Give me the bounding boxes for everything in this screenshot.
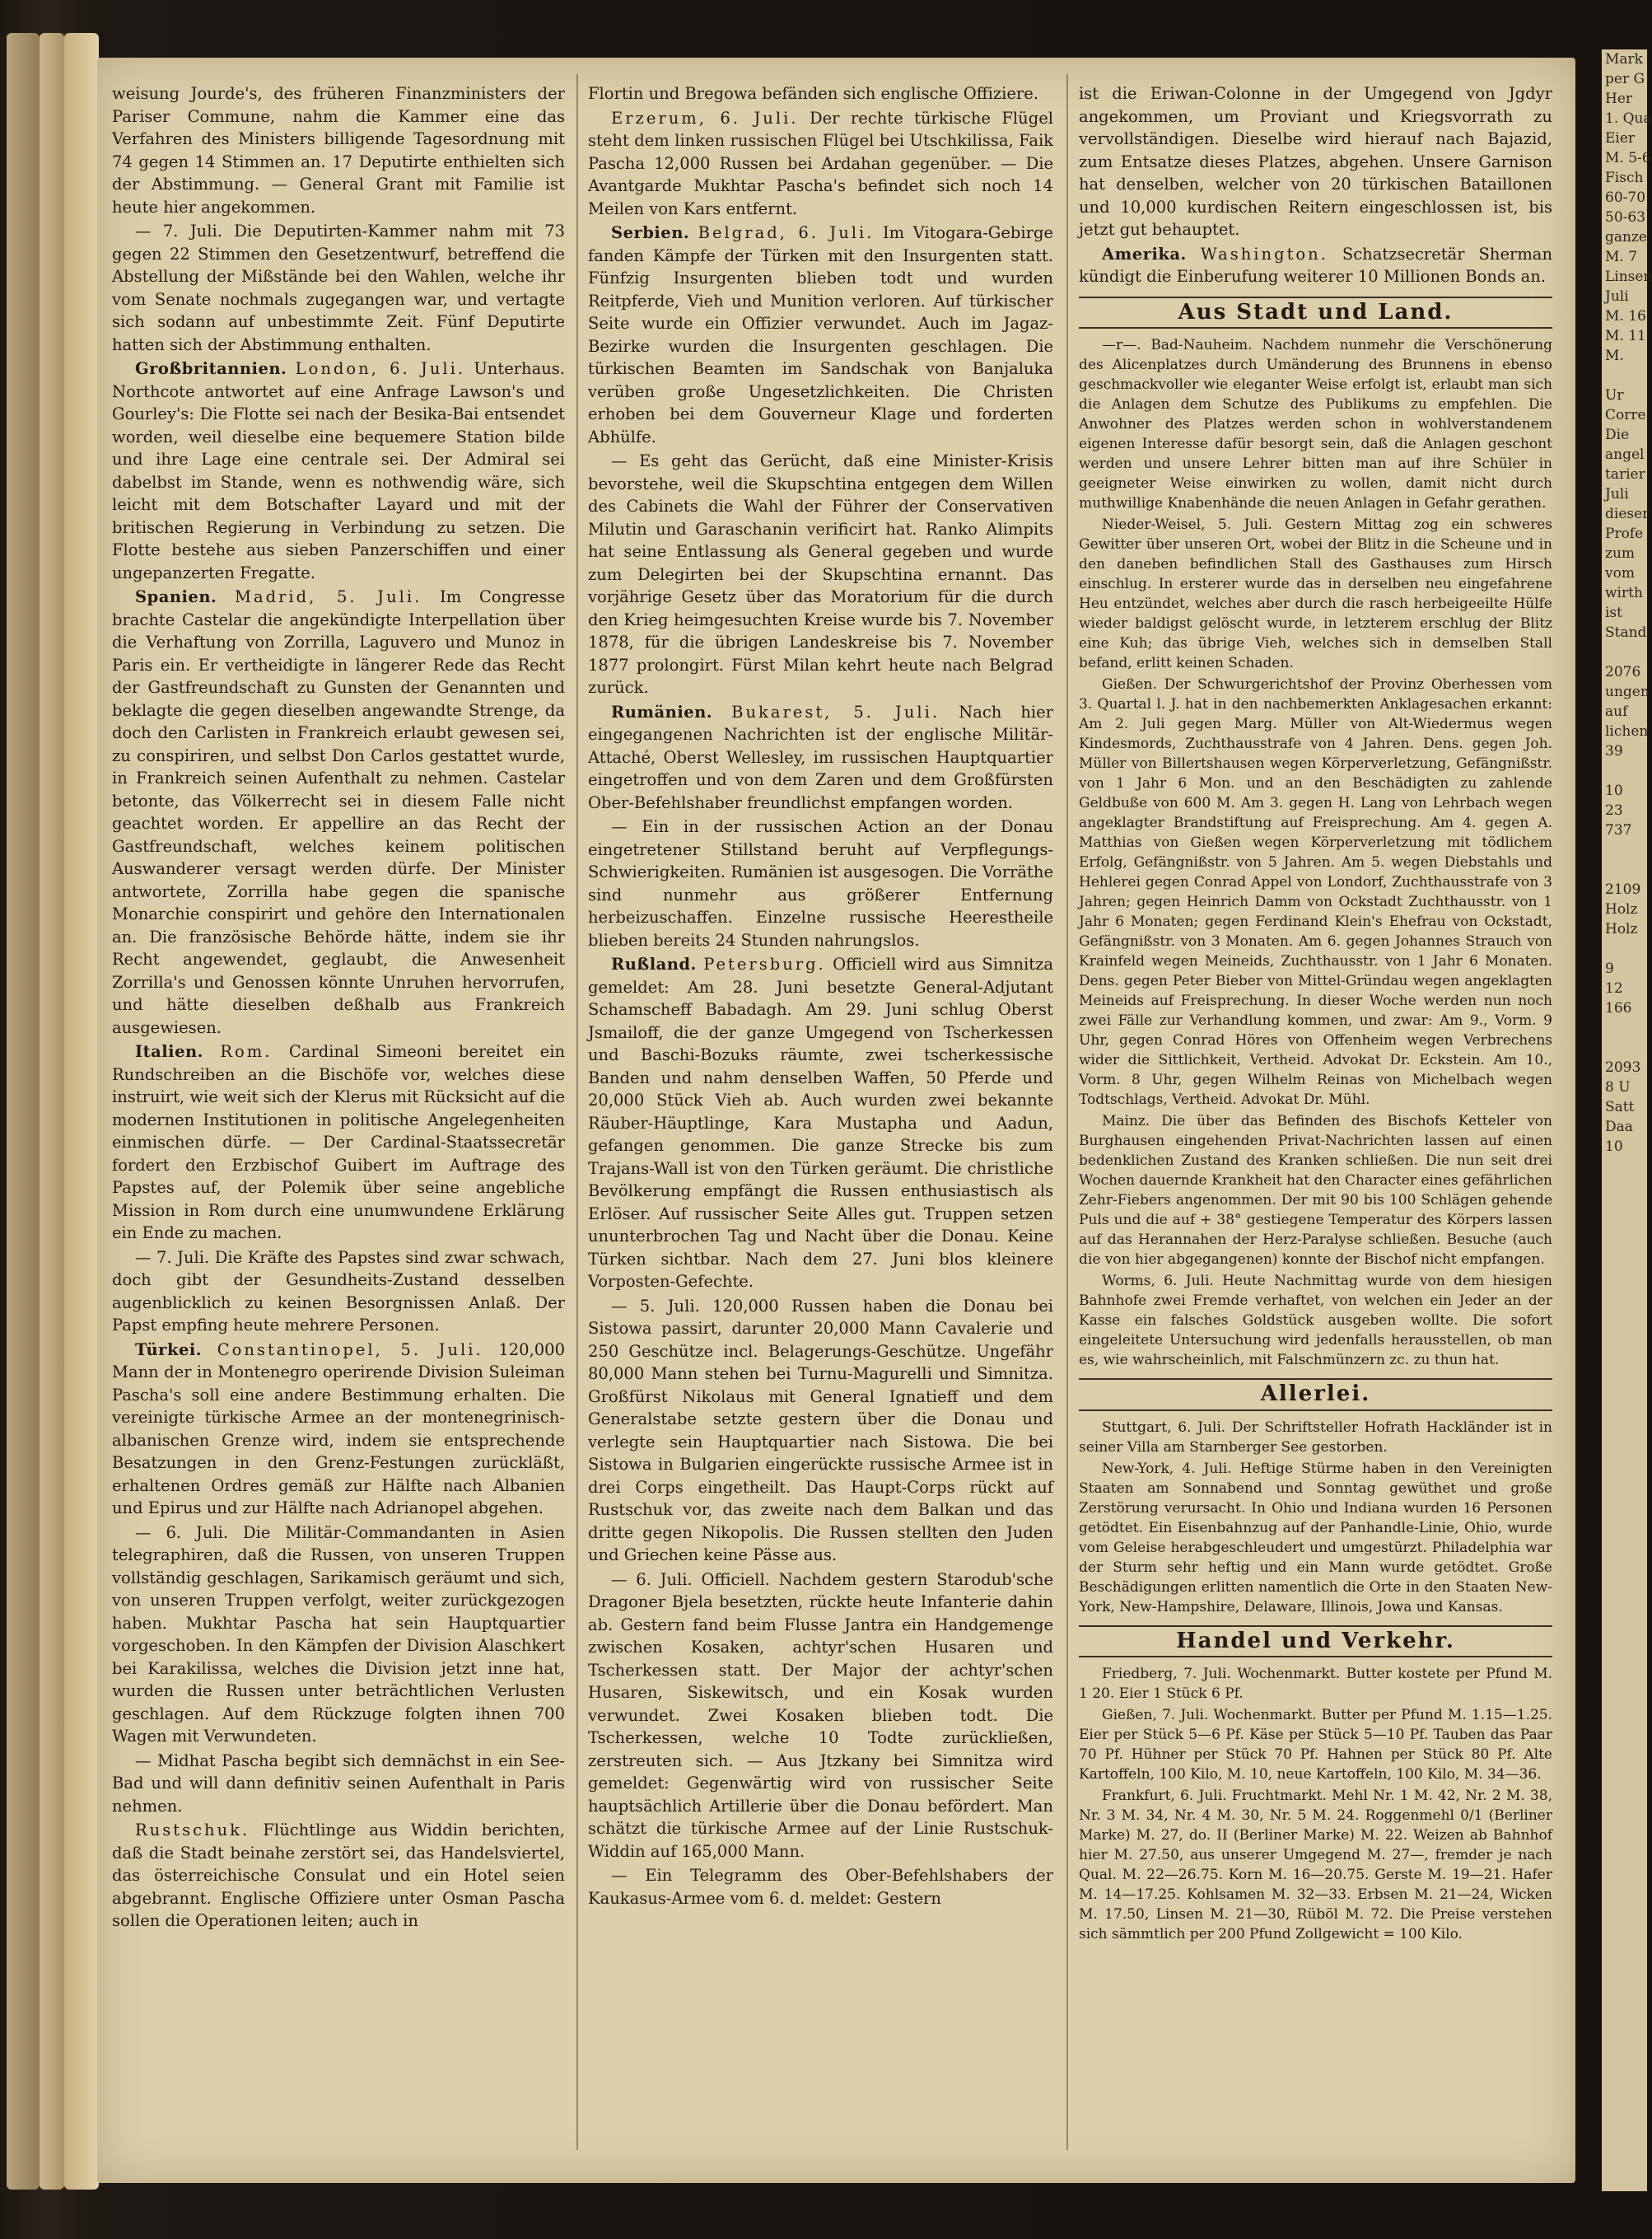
paragraph-text: Schatzsecretär Sherman kündigt die Einberufung weiterer 10 Millionen Bonds an. (1079, 244, 1552, 286)
section-handel-und-verkehr (1079, 1664, 1552, 1944)
dateline: Madrid, 5. Juli. (235, 587, 422, 606)
paragraph (1079, 1418, 1552, 1457)
section-title-allerlei: Allerlei. (1079, 1378, 1552, 1411)
fragment-line (1602, 643, 1647, 662)
paragraph-text: Mainz. Die über das Befinden des Bischofs Ketteler von Burghausen eingehenden Privat-Nachrichten lassen auf einen bedenklichen Zustand des Kranken schließen. Die nun seit drei Wochen dauernde Krankheit hat den Character eines gefährlichen Zehr-Fiebers angenommen. Der mit 90 bis 100 Schlägen gehende Puls und die auf + 38° gestiegene Temperatur des Körpers lassen auf das Herannahen der Herz-Paralyse schließen. Besuche (auch die von hier abgegangenen) konnte der Bischof nicht empfangen. (1079, 1113, 1552, 1268)
fragment-line: M. (1605, 348, 1624, 364)
paragraph (1079, 82, 1552, 241)
paragraph (1079, 1459, 1552, 1617)
fragment-line: M. 16 (1605, 308, 1646, 325)
fragment-line: 39 (1605, 743, 1623, 760)
paragraph-text: Friedberg, 7. Juli. Wochenmarkt. Butter kostete per Pfund M. 1 20. Eier 1 Stück 6 Pf. (1079, 1666, 1552, 1702)
dateline: Petersburg. (703, 955, 826, 974)
dateline: Bukarest, 5. Juli. (731, 702, 940, 722)
paragraph-text: — Es geht das Gerücht, daß eine Minister-Krisis bevorstehe, weil die Skupschtina entgegen dem Willen des Cabinets die Wahl der Führer der Conservativen Milutin und Garaschanin verificirt hat. Ranko Alimpits hat seine Entlassung als General gegeben und wurde zum Delegirten bei der Skupschtina ernannt. Das vorjährige Gesetz über das Moratorium für die durch den Krieg heimgesuchten Kreise wurde bis 7. November 1878, für die übrigen Landeskreise bis 7. November 1877 prolongirt. Fürst Milan kehrt heute nach Belgrad zurück. (588, 451, 1053, 697)
fragment-line: 12 (1605, 980, 1623, 997)
fragment-line: wirth (1605, 585, 1643, 601)
fragment-line (1602, 761, 1647, 781)
fragment-line: 60-70 (1605, 189, 1646, 206)
paragraph (588, 1568, 1053, 1863)
fragment-line: 8 U (1605, 1079, 1631, 1096)
paragraph-text: Gießen, 7. Juli. Wochenmarkt. Butter per Pfund M. 1.15—1.25. Eier per Stück 5—6 Pf. Käse per Stück 5—10 Pf. Tauben das Paar 70 Pf. Hühner per Stück 70 Pf. Hahnen per Stück 80 Pf. Alte Kartoffeln, 100 Kilo, M. 10, neue Kartoffeln, 100 Kilo, M. 34—36. (1079, 1707, 1552, 1783)
paragraph-text: Flortin und Bregowa befänden sich englische Offiziere. (588, 84, 1038, 103)
fragment-line: M. 7 (1605, 249, 1638, 265)
paragraph (1079, 1664, 1552, 1704)
paragraph (588, 107, 1053, 221)
section-heading: Serbien. (611, 223, 690, 242)
fragment-line: vom (1605, 565, 1635, 582)
fragment-line: zum (1605, 545, 1636, 562)
paragraph (588, 82, 1053, 105)
fragment-line: Eier (1605, 130, 1636, 147)
column-3-news (1079, 82, 1552, 288)
paragraph (1079, 1705, 1552, 1784)
book-page-edges (40, 33, 64, 2190)
paragraph (1079, 1271, 1552, 1370)
fragment-line (1602, 860, 1647, 880)
paragraph-text: Frankfurt, 6. Juli. Fruchtmarkt. Mehl Nr. 1 M. 42, Nr. 2 M. 38, Nr. 3 M. 34, Nr. 4 M. 30, Nr. 5 M. 24. Roggenmehl 0/1 (Berliner Marke) M. 27, do. II (Berliner Marke) M. 22. Weizen ab Bahnhof hier M. 27.50, aus unserer Umgegend M. 27—, fremder je nach Qual. M. 22—26.75. Korn M. 16—20.75. Gerste M. 19—21. Hafer M. 14—17.25. Kohlsamen M. 32—33. Erbsen M. 21—24, Wicken M. 17.50, Linsen M. 21—30, Rüböl M. 72. Die Preise verstehen sich sämmtlich per 200 Pfund Zollgewicht = 100 Kilo. (1079, 1788, 1552, 1942)
fragment-line: ist (1605, 605, 1622, 621)
section-heading: Amerika. (1102, 244, 1187, 264)
paragraph (588, 701, 1053, 815)
paragraph (112, 82, 565, 218)
column-3 (1079, 82, 1552, 2142)
section-heading: Türkei. (135, 1339, 203, 1359)
column-1 (112, 82, 565, 2142)
paragraph (1079, 515, 1552, 673)
paragraph-text: Im Vitogara-Gebirge fanden Kämpfe der Türken mit den Insurgenten statt. Fünfzig Insurgenten blieben todt und wurden Reitpferde, Vieh und Munition verloren. Auf türkischer Seite wurde ein Offizier verwundet. Auch im Jagaz-Bezirke wurden die Insurgenten geschlagen. Die türkischen Beamten im Sandschak von Banjaluka verüben große Ungesetzlichkeiten. Die Christen erhoben bei dem Gouverneur Klage und forderten Abhülfe. (588, 223, 1053, 446)
paragraph (1079, 675, 1552, 1110)
paragraph-text: Gießen. Der Schwurgerichtshof der Provinz Oberhessen vom 3. Quartal l. J. hat in den nachbemerkten Anklagesachen erkannt: Am 2. Juli gegen Marg. Müller von Alt-Wiedermus wegen Kindesmords, Zuchthausstrafe von 4 Jahren. Dens. gegen Joh. Müller von Billertshausen wegen Körperverletzung, Gefängnißstr. von 1 Jahr 6 Mon. und an den Beschädigten zu zahlende Geldbuße von 600 M. Am 3. gegen H. Lang von Lehrbach wegen angeklagter Brandstiftung auf Freisprechung. Am 4. gegen A. Matthias von Gießen wegen Körperverletzung mit tödlichem Erfolg, Gefängnißstr. von 5 Jahren. Am 5. wegen Diebstahls und Hehlerei gegen Conrad Appel von Londorf, Zuchthausstrafe von 3 Jahren; gegen Heinrich Damm von Ockstadt Zuchthausstr. von 1 Jahr 6 Monaten; gegen Ferdinand Klein's Ehefrau von Ockstadt, Gefängnißstr. von 3 Monaten. Am 6. gegen Johannes Strauch von Krainfeld wegen Meineids, Zuchthausstr. von 1 Jahr 6 Monaten. Dens. gegen Peter Bieber von Mittel-Gründau wegen angeklagten Meineids auf Freisprechung. In dieser Woche werden nun noch zwei Fälle zur Verhandlung kommen, und zwar: Am 9., Vorm. 9 Uhr, gegen Conrad Höres von Offenheim wegen Verbrechens wider die Sittlichkeit, Vertheid. Advokat Dr. Eckstein. Am 10., Vorm. 8 Uhr, gegen Wilhelm Reinas von Michelbach wegen Todtschlags, Vertheid. Advokat Dr. Mühl. (1079, 676, 1552, 1108)
paragraph (588, 816, 1053, 951)
paragraph-text: weisung Jourde's, des früheren Finanzministers der Pariser Commune, nahm die Kammer eine das Verfahren des Ministers billigende Tagesordnung mit 74 gegen 14 Stimmen an. 17 Deputirte enthielten sich der Abstimmung. — General Grant mit Familie ist heute hier angekommen. (112, 84, 565, 217)
dateline: Rustschuk. (135, 1821, 250, 1839)
paragraph (112, 1819, 565, 1933)
adjacent-page-fragment (1602, 49, 1652, 2191)
fragment-line (1602, 366, 1647, 386)
paragraph (112, 1246, 565, 1337)
fragment-line: Satt (1605, 1099, 1635, 1115)
fragment-line: Stand (1605, 624, 1647, 641)
column-2 (588, 82, 1053, 2142)
fragment-line: angel (1605, 446, 1645, 463)
dateline: Washington. (1200, 244, 1328, 264)
paragraph-text: Worms, 6. Juli. Heute Nachmittag wurde von dem hiesigen Bahnhofe zwei Fremde verhaftet, von welchen ein Jeder an der Kasse ein falsches Goldstück ausgeben wollte. Die sofort eingeleitete Untersuchung wird jedenfalls herausstellen, ob man es, wie wahrscheinlich, mit Falschmünzern zc. zu thun hat. (1079, 1273, 1552, 1368)
paragraph-text: — Ein in der russischen Action an der Donau eingetretener Stillstand beruht auf Verpflegungs-Schwierigkeiten. Rumänien ist ausgesogen. Die Vorräthe sind nunmehr aus größerer Entfernung herbeizuschaffen. Einzelne russische Heerestheile blieben bereits 24 Stunden nahrungslos. (588, 817, 1053, 950)
paragraph-text: Der rechte türkische Flügel steht dem linken russischen Flügel bei Utschkilissa, Faik Pascha 12,000 Russen bei Ardahan gegenüber. — Die Avantgarde Mukhtar Pascha's befindet sich noch 14 Meilen von Kars entfernt. (588, 108, 1053, 218)
fragment-line: Mark (1605, 51, 1643, 68)
paragraph-text: —r—. Bad-Nauheim. Nachdem nunmehr die Verschönerung des Alicenplatzes durch Umänderung des Brunnens in ebenso geschmackvoller wie eleganter Weise erfolgt ist, erlaubt man sich die Anlagen dem Schutze des Publikums zu empfehlen. Die Anwohner des Platzes werden schon in wohlverstandenem eigenen Interesse dafür besorgt sein, daß die Anlagen geschont werden und unsere Lehrer bitten man auf ihre Schüler in geeigneter Weise einwirken zu wollen, damit nicht durch muthwillige Knabenhände die neuen Anlagen in Gefahr gerathen. (1079, 337, 1552, 512)
fragment-line: dieser (1605, 506, 1650, 522)
paragraph (588, 1864, 1053, 1909)
section-heading: Großbritannien. (135, 359, 287, 378)
paragraph-text: Unterhaus. Northcote antwortet auf eine Anfrage Lawson's und Gourley's: Die Flotte sei nach der Besika-Bai entsendet worden, weil dieselbe eine bequemere Station bilde und ihre Lage eine centrale sei. Der Admiral sei dabelbst im Stande, wenn es nothwendig wäre, sich leicht mit dem Botschafter Layard und mit der britischen Regierung in Verbindung zu setzen. Die Flotte bestehe aus sieben Panzerschiffen und einer ungepanzerten Fregatte. (112, 359, 565, 582)
paragraph (588, 222, 1053, 448)
fragment-line: 1. Qua (1605, 110, 1652, 127)
fragment-line: Juli (1605, 288, 1629, 305)
dateline: Constantinopel, 5. Juli. (217, 1339, 483, 1359)
paragraph-text: Stuttgart, 6. Juli. Der Schriftsteller Hofrath Hackländer ist in seiner Villa am Starnberger See gestorben. (1079, 1419, 1552, 1456)
paragraph (112, 1339, 565, 1520)
fragment-line: ungen (1605, 684, 1650, 700)
fragment-line: ganze (1605, 229, 1647, 245)
paragraph-text: Nieder-Weisel, 5. Juli. Gestern Mittag zog ein schweres Gewitter über unseren Ort, wobei der Blitz in die Scheune und in den daneben befindlichen Stall des Gasthauses zum Hirsch einschlug. In ersterer wurde das in derselben neu eingefahrene Heu entzündet, welches aber durch die rasch herbeigeeilte Hülfe wieder baldigst gelöscht wurde, in letzterem erschlug der Blitz eine Kuh; das übrige Vieh, welches sich in demselben Stall befand, erlitt keinen Schaden. (1079, 517, 1552, 671)
column-rule (576, 74, 578, 2150)
paragraph-text: — 6. Juli. Officiell. Nachdem gestern Starodub'sche Dragoner Bjela besetzten, rückte heute Infanterie dahin ab. Gestern fand beim Flusse Jantra ein Handgemenge zwischen Kosaken, achtyr'schen Husaren und Tscherkessen statt. Der Major der achtyr'schen Husaren, Siskewitsch, und ein Kosak wurden verwundet. Zwei Kosaken blieben todt. Die Tscherkessen, welche 10 Todte zurückließen, zerstreuten sich. — Aus Jtzkany bei Simnitza wird gemeldet: Gegenwärtig wird von russischer Seite hauptsächlich Artillerie über die Donau befördert. Man schätzt die türkische Armee auf der Linie Rustschuk-Widdin auf 165,000 Mann. (588, 1569, 1053, 1861)
dateline: Erzerum, 6. Juli. (611, 108, 799, 128)
book-page-edges-inner (64, 33, 99, 2190)
paragraph-text: Im Congresse brachte Castelar die angekündigte Interpellation über die Verhaftung von Zorrilla, Laguvero und Munoz in Paris ein. Er vertheidigte in längerer Rede das Recht der Gastfreundschaft zu Gunsten der Genannten und beklagte die gegen dieselben angewandte Strenge, da doch den Carlisten in Frankreich erlaubt gewesen sei, zu conspiriren, und selbst Don Carlos gestattet wurde, in Frankreich seinen Aufenthalt zu nehmen. Castelar betonte, das Völkerrecht sei in diesem Falle nicht geachtet worden. Er appellire an das Recht der Gastfreundschaft, welches keinem politischen Auswanderer versagt werden dürfe. Der Minister antwortete, Zorrilla habe gegen die spanische Monarchie conspirirt und gehöre den Internationalen an. Die französische Behörde hätte, indem sie ihr Recht angewendet, geglaubt, die Anwesenheit Zorrilla's und Genossen könnte Unruhen hervorrufen, und hätte dieselben deßhalb aus Frankreich ausgewiesen. (112, 587, 566, 1037)
paragraph-text: — Midhat Pascha begibt sich demnächst in ein See-Bad und will dann definitiv seinen Aufenthalt in Paris nehmen. (112, 1751, 565, 1816)
fragment-line: auf (1605, 703, 1628, 720)
fragment-line (1602, 840, 1647, 860)
paragraph-text: — 5. Juli. 120,000 Russen haben die Donau bei Sistowa passirt, darunter 20,000 Mann Cavalerie und 250 Geschütze incl. Belagerungs-Geschütze. Ungefähr 80,000 Mann stehen bei Turnu-Magurelli und Simnitza. Großfürst Nikolaus mit General Ignatieff und dem Generalstabe setzte gestern über die Donau und verlegte sein Hauptquartier nach Sistowa. Die bei Sistowa in Bulgarien eingerückte russische Armee ist in drei Corps eingetheilt. Das Haupt-Corps rückt auf Rustschuk vor, das zweite nach dem Balkan und das dritte gegen Nikopolis. Die Russen stellten den Juden und Griechen keine Pässe aus. (588, 1296, 1053, 1564)
paragraph-text: — 6. Juli. Die Militär-Commandanten in Asien telegraphiren, daß die Russen, von unseren Truppen vollständig geschlagen, Sarikamisch geräumt und sich, von unseren Truppen verfolgt, weiter zurückgezogen haben. Mukhtar Pascha hat sein Hauptquartier vorgeschoben. In den Kämpfen der Division Alaschkert bei Karakilissa, welches die Division jetzt inne hat, wurden die Russen unter beträchtlichen Verlusten geschlagen. Auf dem Rückzuge folgten ihnen 700 Wagen mit Verwundeten. (112, 1522, 565, 1746)
fragment-line: 166 (1605, 1000, 1632, 1017)
fragment-line (1602, 1038, 1647, 1058)
fragment-line: 23 (1605, 802, 1623, 819)
fragment-line: Holz (1605, 901, 1638, 918)
fragment-line: M. 11 (1605, 328, 1646, 344)
fragment-line: Daa (1605, 1119, 1633, 1135)
dateline: London, 6. Juli. (295, 359, 466, 378)
paragraph-text: 120,000 Mann der in Montenegro operirende Division Suleiman Pascha's soll eine andere Bestimmung erhalten. Die vereinigte türkische Armee an der montenegrinisch-albanischen Grenze wird, indem sie entsprechende Besatzungen in den Grenz-Festungen zurückläßt, erhaltenen Ordres gemäß zur Hälfte nach Albanien und Epirus und zur Hälfte nach Adrianopel abgehen. (112, 1339, 565, 1517)
fragment-line: 737 (1605, 822, 1632, 839)
column-rule (1066, 74, 1068, 2150)
paragraph-text: ist die Eriwan-Colonne in der Umgegend von Jgdyr angekommen, um Proviant und Kriegsvorrath zu vervollständigen. Dieselbe wird hierauf nach Bajazid, zum Entsatze dieses Platzes, abgehen. Unsere Garnison hat denselben, welcher von 20 türkischen Bataillonen und 10,000 kurdischen Reitern eingeschlossen ist, bis jetzt gut behauptet. (1079, 84, 1552, 239)
paragraph-text: Cardinal Simeoni bereitet ein Rundschreiben an die Bischöfe vor, welches diese instruirt, wie weit sich der Klerus mit Rücksicht auf die modernen Institutionen in politische Angelegenheiten einmischen dürfe. — Der Cardinal-Staatssecretär fordert den Erzbischof Guibert im Auftrage des Papstes auf, der Polemik über seine angebliche Mission in Rom durch eine unumwundene Erklärung ein Ende zu machen. (112, 1042, 566, 1242)
paragraph-text: Nach hier eingegangenen Nachrichten ist der englische Militär-Attaché, Oberst Wellesley, im russischen Hauptquartier eingetroffen und von dem Zaren und dem Großfürsten Ober-Befehlshaber freundlichst empfangen worden. (588, 702, 1053, 812)
newspaper-page (97, 58, 1575, 2183)
paragraph (1079, 243, 1552, 288)
fragment-line: Linsen (1605, 269, 1652, 285)
paragraph (588, 1295, 1053, 1567)
paragraph (112, 1750, 565, 1818)
fragment-line: Die (1605, 427, 1630, 443)
fragment-line: 50-63 (1605, 209, 1646, 226)
dateline: Rom. (220, 1042, 273, 1061)
section-heading: Spanien. (135, 587, 217, 606)
paragraph-text: New-York, 4. Juli. Heftige Stürme haben in den Vereinigten Staaten am Sonnabend und Sonntag gewüthet und große Zerstörung verursacht. In Ohio und Indiana wurden 16 Personen getödtet. Ein Eisenbahnzug auf der Panhandle-Linie, Ohio, wurde vom Geleise herabgeschleudert und umgestürzt. Philadelphia war der Sturm sehr heftig und ein Mann wurde getödtet. Große Beschädigungen erlitten namentlich die Orte in den Staaten New-York, New-Hampshire, Delaware, Illinois, Jowa und Kansas. (1079, 1460, 1552, 1615)
section-title-handel-und-verkehr: Handel und Verkehr. (1079, 1625, 1552, 1658)
fragment-line: tarier (1605, 466, 1645, 483)
dateline: Belgrad, 6. Juli. (698, 223, 875, 242)
fragment-line: 2076 (1605, 664, 1641, 680)
paragraph (112, 220, 565, 356)
paragraph (112, 586, 565, 1039)
paragraph (588, 953, 1053, 1293)
section-allerlei (1079, 1418, 1552, 1617)
section-heading: Rußland. (611, 955, 697, 974)
paragraph (112, 1521, 565, 1748)
fragment-line: Corre (1605, 407, 1646, 423)
fragment-line: lichen (1605, 723, 1649, 740)
fragment-line: 9 (1605, 961, 1614, 977)
paragraph-text: — Ein Telegramm des Ober-Befehlshabers der Kaukasus-Armee vom 6. d. meldet: Gestern (588, 1866, 1053, 1908)
fragment-line: Her (1605, 91, 1633, 107)
paragraph-text: — 7. Juli. Die Kräfte des Papstes sind zwar schwach, doch gibt der Gesundheits-Zustand desselben augenblicklich zu keinen Besorgnissen Anlaß. Der Papst empfing heute mehrere Personen. (112, 1247, 565, 1335)
paragraph (1079, 1786, 1552, 1944)
section-stadt-und-land (1079, 335, 1552, 1370)
fragment-line (1602, 939, 1647, 959)
paragraph-text: Flüchtlinge aus Widdin berichten, daß die Stadt beinahe zerstört sei, das Handelsviertel, das österreichische Consulat und ein Hotel seien abgebrannt. Englische Offiziere unter Osman Pascha sollen die Operationen leiten; auch in (112, 1821, 565, 1930)
fragment-line (1602, 1018, 1647, 1038)
fragment-line: Ur (1605, 387, 1624, 404)
fragment-line: per G (1605, 71, 1645, 87)
section-heading: Rumänien. (611, 702, 713, 722)
fragment-line: 2109 (1605, 881, 1641, 898)
paragraph-text: Officiell wird aus Simnitza gemeldet: Am 28. Juni besetzte General-Adjutant Schamscheff Babadagh. Am 29. Juni schlug Oberst Jsmailoff, die der ganze Umgegend von Tscherkessen und Baschi-Bozuks räumte, zwei tscherkessische Banden und nahm denselben Waffen, 50 Pferde und 20,000 Stück Vieh ab. Auch wurden zwei bekannte Räuber-Häuptlinge, Kara Mustapha und Aadun, gefangen genommen. Die ganze Strecke bis zum Trajans-Wall ist von den Türken geräumt. Die christliche Bevölkerung empfängt die Russen enthusiastisch als Erlöser. Auf russischer Seite Alles gut. Truppen setzen ununterbrochen Tag und Nacht über die Donau. Keine Türken sichtbar. Nach dem 27. Juni blos kleinere Vorposten-Gefechte. (588, 955, 1054, 1291)
book-binding-edge (7, 33, 40, 2190)
paragraph (112, 1040, 565, 1245)
paragraph (588, 450, 1053, 699)
fragment-line: 10 (1605, 1138, 1623, 1155)
paragraph-text: — 7. Juli. Die Deputirten-Kammer nahm mit 73 gegen 22 Stimmen den Gesetzentwurf, betreffend die Abstellung der Mißstände bei den Wahlen, welche ihr vom Senate nochmals zugegangen war, und vertagte sich sodann auf unbestimmte Zeit. Fünf Deputirte hatten sich der Abstimmung enthalten. (112, 222, 565, 354)
fragment-line: Juli (1605, 486, 1629, 502)
paragraph (1079, 335, 1552, 513)
section-title-stadt-und-land: Aus Stadt und Land. (1079, 297, 1552, 330)
fragment-line: 10 (1605, 783, 1623, 799)
fragment-line: Profe (1605, 526, 1644, 542)
paragraph (112, 358, 565, 584)
fragment-line: Fisch (1605, 170, 1644, 186)
fragment-line: M. 5-6 (1605, 150, 1651, 166)
fragment-line: 2093 (1605, 1059, 1641, 1076)
section-heading: Italien. (135, 1042, 203, 1061)
fragment-line: Holz (1605, 921, 1638, 937)
paragraph (1079, 1111, 1552, 1269)
